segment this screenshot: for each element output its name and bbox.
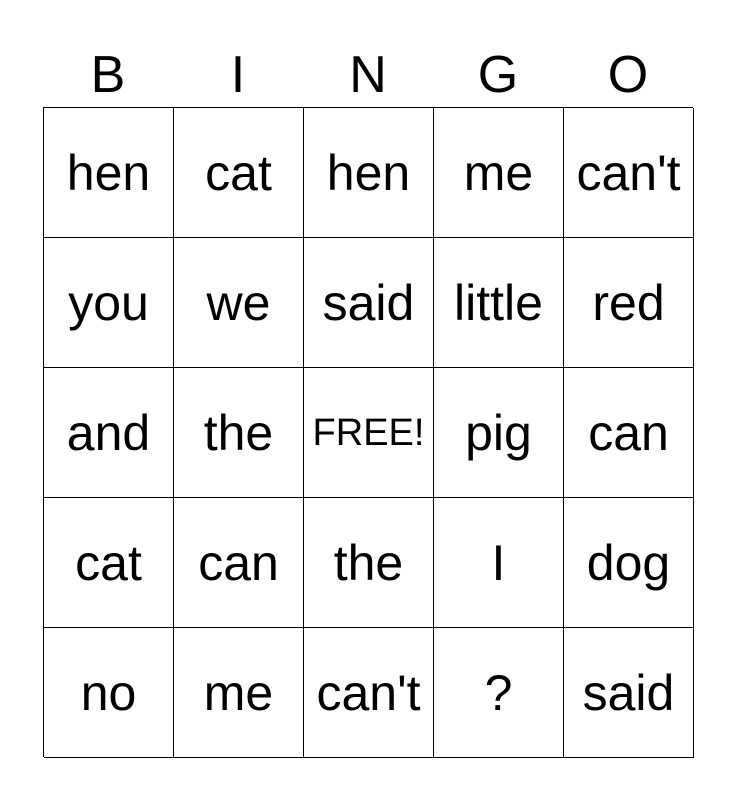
bingo-cell: red (564, 238, 694, 368)
bingo-cell: said (304, 238, 434, 368)
bingo-header (43, 44, 693, 106)
bingo-cell: cat (174, 108, 304, 238)
bingo-cell: little (434, 238, 564, 368)
bingo-cell: can (174, 498, 304, 628)
bingo-cell: hen (44, 108, 174, 238)
header-letter-g: G (477, 46, 519, 104)
header-letter-o: O (607, 46, 649, 104)
header-letter-b: B (90, 46, 126, 104)
bingo-cell: cat (44, 498, 174, 628)
bingo-cell: I (434, 498, 564, 628)
bingo-cell: me (434, 108, 564, 238)
bingo-cell: said (564, 628, 694, 758)
bingo-board (43, 107, 693, 757)
free-space-cell: FREE! (304, 368, 434, 498)
bingo-cell: can (564, 368, 694, 498)
bingo-cell: me (174, 628, 304, 758)
bingo-cell: the (174, 368, 304, 498)
bingo-cell: pig (434, 368, 564, 498)
header-letter-i: I (230, 46, 246, 104)
bingo-cell: the (304, 498, 434, 628)
bingo-cell: and (44, 368, 174, 498)
bingo-cell: we (174, 238, 304, 368)
bingo-cell: ? (434, 628, 564, 758)
bingo-cell: hen (304, 108, 434, 238)
header-letter-n: N (349, 46, 387, 104)
bingo-cell: dog (564, 498, 694, 628)
bingo-cell: you (44, 238, 174, 368)
bingo-cell: no (44, 628, 174, 758)
bingo-cell: can't (304, 628, 434, 758)
bingo-cell: can't (564, 108, 694, 238)
